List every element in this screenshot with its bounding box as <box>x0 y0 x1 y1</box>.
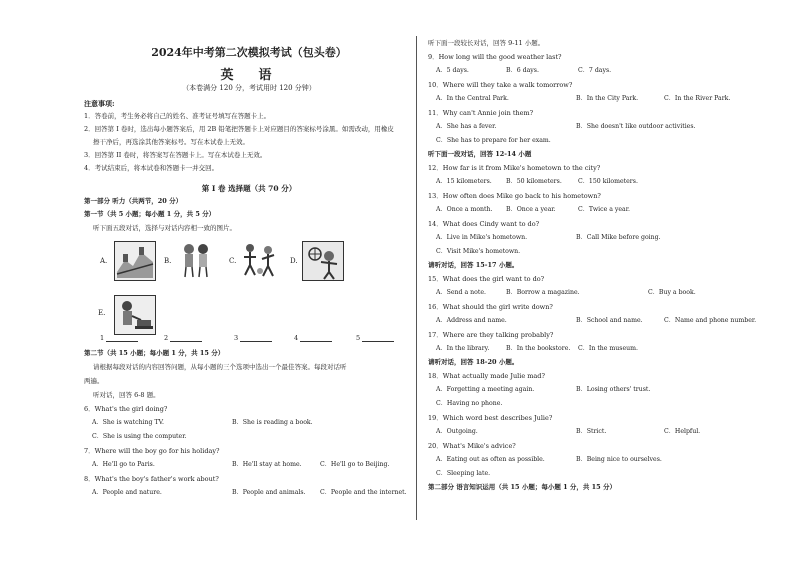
question-stem: 9．How long will the good weather last? <box>428 53 562 61</box>
option-row <box>428 397 768 411</box>
picture-label: C. <box>229 257 237 265</box>
answer-option-b[interactable]: B．School and name. <box>576 317 643 324</box>
left-question-list <box>84 402 414 500</box>
answer-option-c[interactable]: C．Buy a book. <box>648 289 696 296</box>
answer-option-a[interactable]: A．In the library. <box>436 345 490 352</box>
question-stem: 18．What actually made Julie mad? <box>428 372 545 380</box>
option-row <box>428 286 768 300</box>
notice-item: 4．考试结束后，将本试卷和答题卡一并交回。 <box>84 164 219 172</box>
notice-heading: 注意事项: <box>84 99 115 108</box>
answer-option-c[interactable]: C．150 kilometers. <box>578 178 638 185</box>
option-row <box>84 416 414 430</box>
option-row <box>428 175 768 189</box>
exam-title: 2024年中考第二次模拟考试（包头卷） <box>151 46 347 59</box>
blank-number: 4 <box>294 334 299 342</box>
exam-subject: 英 语 <box>220 68 278 83</box>
answer-option-c[interactable]: C．Having no phone. <box>436 400 503 407</box>
answer-option-a[interactable]: A．He'll go to Paris. <box>92 461 155 468</box>
answer-option-b[interactable]: B．Losing others' trust. <box>576 386 651 393</box>
left-column <box>84 40 414 500</box>
answer-option-a[interactable]: A．In the Central Park. <box>436 95 509 102</box>
question-group <box>428 50 768 148</box>
answer-blank-3[interactable] <box>234 333 272 342</box>
question-stem: 20．What's Mike's advice? <box>428 442 516 450</box>
notice-item: 擦干净后，再选涂其他答案标号。写在本试卷上无效。 <box>93 138 249 146</box>
option-row <box>428 425 768 439</box>
notice-item: 2．回答第 I 卷时，选出每小题答案后，用 2B 铅笔把答题卡上对应题目的答案标号涂黑。如需改动，用橡皮 <box>84 125 394 133</box>
listen-6-8-instruction: 听对话，回答 6-8 题。 <box>93 391 160 399</box>
section-1-heading: 第一节（共 5 小题；每小题 1 分，共 5 分） <box>84 210 216 218</box>
question-stem: 13．How often does Mike go back to his hometown? <box>428 192 601 200</box>
option-row <box>428 120 768 134</box>
answer-blank-4[interactable] <box>294 333 332 342</box>
option-row <box>428 314 768 328</box>
option-row <box>84 458 414 472</box>
column-divider <box>416 36 417 520</box>
picture-label: D. <box>290 257 298 265</box>
answer-option-c[interactable]: C．She has to prepare for her exam. <box>436 137 551 144</box>
section-2-instructions-cont: 两遍。 <box>84 377 104 385</box>
answer-option-a[interactable]: A．5 days. <box>436 67 469 74</box>
right-column <box>428 40 768 494</box>
section-1-instructions: 听下面五段对话，选择与对话内容相一致的图片。 <box>93 224 236 232</box>
blank-number: 3 <box>234 334 239 342</box>
option-row <box>428 231 768 245</box>
answer-option-b[interactable]: B．50 kilometers. <box>506 178 562 185</box>
question-stem: 8．What's the boy's father's work about? <box>84 475 219 483</box>
answer-option-c[interactable]: C．Sleeping late. <box>436 470 491 477</box>
option-row <box>428 453 768 467</box>
part-1-heading: 第一部分 听力（共两节，20 分） <box>84 197 183 205</box>
answer-option-b[interactable]: B．In the bookstore. <box>506 345 571 352</box>
listen-15-17-instruction: 请听对话，回答 15-17 小题。 <box>428 261 519 269</box>
answer-option-b[interactable]: B．Borrow a magazine. <box>506 289 580 296</box>
picture-label: E. <box>98 309 106 317</box>
answer-option-b[interactable]: B．He'll stay at home. <box>232 461 302 468</box>
notice-item: 1．答卷前，考生务必将自己的姓名、准考证号填写在答题卡上。 <box>84 112 271 120</box>
answer-option-a[interactable]: A．Forgetting a meeting again. <box>436 386 535 393</box>
answer-option-c[interactable]: C．She is using the computer. <box>92 433 187 440</box>
answer-option-a[interactable]: A．Live in Mike's hometown. <box>436 234 528 241</box>
question-group <box>428 272 768 356</box>
answer-option-b[interactable]: B．Strict. <box>576 428 607 435</box>
question-stem: 11．Why can't Annie join them? <box>428 109 534 117</box>
question-stem: 14．What does Cindy want to do? <box>428 220 540 228</box>
answer-option-a[interactable]: A．Send a note. <box>436 289 486 296</box>
notice-item: 3．回答第 II 卷时，将答案写在答题卡上。写在本试卷上无效。 <box>84 151 267 159</box>
answer-blanks <box>84 333 414 347</box>
question-stem: 6．What's the girl doing? <box>84 405 168 413</box>
answer-option-b[interactable]: B．Call Mike before going. <box>576 234 661 241</box>
question-stem: 17．Where are they talking probably? <box>428 331 554 339</box>
question-stem: 12．How far is it from Mike's hometown to the city? <box>428 164 601 172</box>
answer-blank-5[interactable] <box>356 333 394 342</box>
answer-option-c[interactable]: C．7 days. <box>578 67 612 74</box>
section-2-instructions: 请根据每段对话的内容回答问题，从每小题的三个选项中选出一个最佳答案。每段对话听 <box>93 363 347 371</box>
option-row <box>428 64 768 78</box>
answer-option-b[interactable]: B．In the City Park. <box>576 95 639 102</box>
answer-blank-2[interactable] <box>164 333 202 342</box>
answer-option-c[interactable]: C．In the museum. <box>578 345 638 352</box>
question-group <box>428 369 768 481</box>
section-2-heading: 第二节（共 15 小题；每小题 1 分，共 15 分） <box>84 349 225 357</box>
option-row <box>428 245 768 259</box>
cooking-person-icon <box>114 295 156 335</box>
option-row <box>84 430 414 444</box>
option-row <box>428 203 768 217</box>
question-stem: 7．Where will the boy go for his holiday? <box>84 447 220 455</box>
answer-option-b[interactable]: B．6 days. <box>506 67 539 74</box>
answer-option-a[interactable]: A．She has a fever. <box>436 123 497 130</box>
option-row <box>428 342 768 356</box>
picture-label: A. <box>100 257 108 265</box>
listen-18-20-instruction: 请听对话，回答 18-20 小题。 <box>428 358 519 366</box>
answer-option-c[interactable]: C．Helpful. <box>664 428 701 435</box>
answer-option-c[interactable]: C．In the River Park. <box>664 95 731 102</box>
answer-option-a[interactable]: A．Address and name. <box>436 317 507 324</box>
answer-option-a[interactable]: A．She is watching TV. <box>92 419 164 426</box>
blank-number: 2 <box>164 334 169 342</box>
exam-info: （本卷满分 120 分，考试用时 120 分钟） <box>182 84 316 92</box>
great-wall-icon <box>114 241 156 281</box>
answer-option-c[interactable]: C．People and the internet. <box>320 489 407 496</box>
answer-option-b[interactable]: B．Being nice to ourselves. <box>576 456 662 463</box>
answer-option-a[interactable]: A．Eating out as often as possible. <box>436 456 545 463</box>
basketball-player-icon <box>302 241 344 281</box>
option-row <box>428 92 768 106</box>
picture-options <box>84 237 414 333</box>
answer-option-c[interactable]: C．Name and phone number. <box>664 317 757 324</box>
answer-blank-1[interactable] <box>100 333 138 342</box>
answer-option-b[interactable]: B．She is reading a book. <box>232 419 313 426</box>
option-row <box>428 467 768 481</box>
option-row <box>428 134 768 148</box>
answer-option-c[interactable]: C．Twice a year. <box>578 206 630 213</box>
listen-9-11-instruction: 听下面一段较长对话，回答 9-11 小题。 <box>428 39 545 47</box>
answer-option-a[interactable]: A．15 kilometers. <box>436 178 492 185</box>
question-stem: 19．Which word best describes Julie? <box>428 414 553 422</box>
blank-number: 1 <box>100 334 105 342</box>
answer-option-a[interactable]: A．Outgoing. <box>436 428 478 435</box>
answer-option-a[interactable]: A．People and nature. <box>92 489 162 496</box>
answer-option-a[interactable]: A．Once a month. <box>436 206 493 213</box>
answer-option-b[interactable]: B．People and animals. <box>232 489 306 496</box>
two-children-icon <box>176 241 216 279</box>
volume-1-heading: 第 I 卷 选择题（共 70 分） <box>201 184 297 193</box>
listen-12-14-instruction: 听下面一段对话，回答 12-14 小题 <box>428 150 532 158</box>
answer-option-c[interactable]: C．Visit Mike's hometown. <box>436 248 521 255</box>
option-row <box>428 383 768 397</box>
blank-number: 5 <box>356 334 361 342</box>
question-group <box>428 161 768 259</box>
picture-label: B. <box>164 257 172 265</box>
question-stem: 10．Where will they take a walk tomorrow? <box>428 81 573 89</box>
answer-option-c[interactable]: C．He'll go to Beijing. <box>320 461 390 468</box>
part-2-heading: 第二部分 语言知识运用（共 15 小题；每小题 1 分，共 15 分） <box>428 483 616 491</box>
question-stem: 15．What does the girl want to do? <box>428 275 545 283</box>
answer-option-b[interactable]: B．She doesn't like outdoor activities. <box>576 123 696 130</box>
question-stem: 16．What should the girl write down? <box>428 303 553 311</box>
kids-playing-icon <box>240 241 280 279</box>
option-row <box>84 486 414 500</box>
answer-option-b[interactable]: B．Once a year. <box>506 206 556 213</box>
